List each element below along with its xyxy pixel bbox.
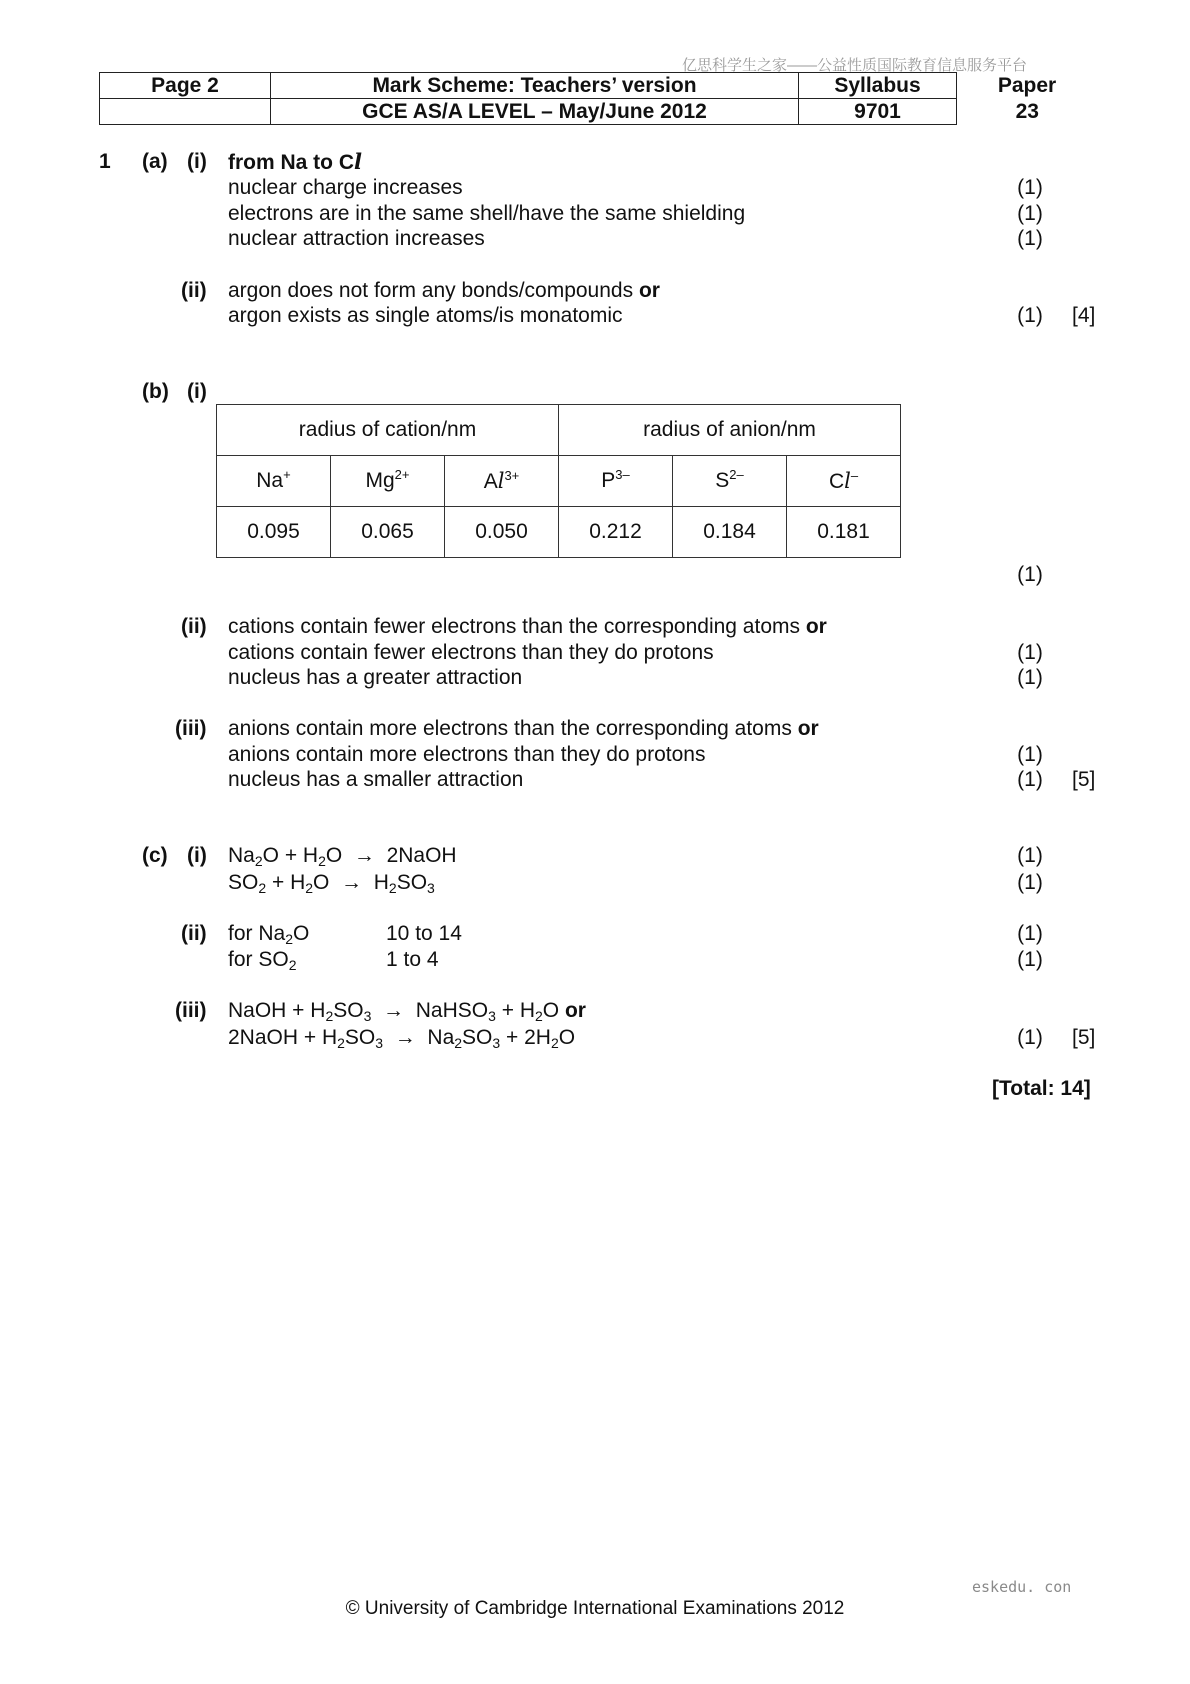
part-b-ii-mark-1: (1) <box>1017 641 1043 664</box>
part-c-total: [5] <box>1072 1026 1096 1049</box>
part-c-iii-label: (iii) <box>175 999 207 1022</box>
ph-so2-range: 1 to 4 <box>386 948 439 971</box>
part-a-i-line-2: electrons are in the same shell/have the same shielding <box>228 202 746 225</box>
part-c-ii-label: (ii) <box>181 922 207 945</box>
part-a-ii-line-1: argon does not form any bonds/compounds or <box>228 279 660 302</box>
part-c-i-mark-2: (1) <box>1017 871 1043 894</box>
equation-nahso3: NaOH + $H_2SO_3$ → NaHSO$_3$ + $H_2O$ or <box>228 999 586 1024</box>
ph-na2o-range: 10 to 14 <box>386 922 462 945</box>
part-a-i-mark-2: (1) <box>1017 202 1043 225</box>
ion-cl: Cl– <box>787 456 901 507</box>
value-s: 0.184 <box>673 507 787 558</box>
equation-na2o-water: $Na_2O + H_2O$ → 2NaOH <box>228 844 457 869</box>
ph-na2o-label: for $Na_2O$ <box>228 922 310 947</box>
part-a-total: [4] <box>1072 304 1096 327</box>
anion-header: radius of anion/nm <box>559 405 901 456</box>
part-b-iii-line-2: anions contain more electrons than they do protons <box>228 743 706 766</box>
part-b-iii-line-3: nucleus has a smaller attraction <box>228 768 524 791</box>
ion-al: $Al^{3+}$ <box>445 456 559 507</box>
header-syllabus-code: 9701 <box>799 99 957 125</box>
value-na: 0.095 <box>217 507 331 558</box>
header-title: Mark Scheme: Teachers’ version <box>271 73 799 99</box>
equation-so2-water: $SO_2 + H_2O \to H_2SO_3$ <box>228 871 435 896</box>
part-b-ii-line-3: nucleus has a greater attraction <box>228 666 523 689</box>
part-c-i-label: (i) <box>187 844 207 867</box>
header-empty-cell <box>100 99 271 125</box>
part-a-i-mark-1: (1) <box>1017 176 1043 199</box>
part-a-ii-label: (ii) <box>181 279 207 302</box>
part-a-label: (a) <box>142 150 168 173</box>
part-b-label: (b) <box>142 380 169 403</box>
part-b-iii-label: (iii) <box>175 717 207 740</box>
ion-p: $P^{3-}$ <box>559 456 673 507</box>
header-paper-label: Paper <box>997 73 1057 97</box>
part-c-i-mark-1: (1) <box>1017 844 1043 867</box>
part-b-iii-mark-1: (1) <box>1017 743 1043 766</box>
part-b-i-mark: (1) <box>1017 563 1043 586</box>
grand-total: [Total: 14] <box>992 1077 1091 1100</box>
part-a-i-mark-3: (1) <box>1017 227 1043 250</box>
part-a-ii-mark: (1) <box>1017 304 1043 327</box>
ion-s: $S^{2-}$ <box>673 456 787 507</box>
part-b-total: [5] <box>1072 768 1096 791</box>
part-b-ii-line-2: cations contain fewer electrons than they do protons <box>228 641 714 664</box>
header-subtitle: GCE AS/A LEVEL – May/June 2012 <box>271 99 799 125</box>
part-b-iii-mark-2: (1) <box>1017 768 1043 791</box>
part-c-label: (c) <box>142 844 168 867</box>
ion-na: Na+ <box>217 456 331 507</box>
question-number: 1 <box>99 150 111 173</box>
value-cl: 0.181 <box>787 507 901 558</box>
header-page: Page 2 <box>100 73 271 99</box>
value-p: 0.212 <box>559 507 673 558</box>
part-b-i-label: (i) <box>187 380 207 403</box>
part-a-i-line-3: nuclear attraction increases <box>228 227 485 250</box>
site-watermark: eskedu. con <box>972 1578 1072 1596</box>
ion-mg: $Mg^{2+}$ <box>331 456 445 507</box>
part-a-ii-line-2: argon exists as single atoms/is monatomic <box>228 304 623 327</box>
part-b-ii-mark-2: (1) <box>1017 666 1043 689</box>
part-c-ii-mark-1: (1) <box>1017 922 1043 945</box>
header-paper-number: 23 <box>1015 99 1039 123</box>
watermark-text: 亿思科学生之家——公益性质国际教育信息服务平台 <box>682 57 1028 74</box>
value-al: 0.050 <box>445 507 559 558</box>
cation-header: radius of cation/nm <box>217 405 559 456</box>
header-table <box>99 72 1098 125</box>
part-c-ii-mark-2: (1) <box>1017 948 1043 971</box>
ph-so2-label: for $SO_2$ <box>228 948 297 973</box>
part-a-i-line-1: nuclear charge increases <box>228 176 463 199</box>
footer-copyright: © University of Cambridge International Examinations 2012 <box>345 1598 845 1619</box>
value-mg: 0.065 <box>331 507 445 558</box>
part-a-i-label: (i) <box>187 150 207 173</box>
header-syllabus-label: Syllabus <box>799 73 957 99</box>
part-a-i-heading: from Na to Cl <box>228 149 362 174</box>
part-b-ii-label: (ii) <box>181 615 207 638</box>
part-b-iii-line-1: anions contain more electrons than the corresponding atoms or <box>228 717 819 740</box>
part-c-iii-mark: (1) <box>1017 1026 1043 1049</box>
ion-radius-table <box>216 404 901 558</box>
part-b-ii-line-1: cations contain fewer electrons than the corresponding atoms or <box>228 615 827 638</box>
equation-na2so3: 2NaOH + $H_2SO_3 \to Na_2SO_3 + 2H_2O$ <box>228 1026 576 1051</box>
